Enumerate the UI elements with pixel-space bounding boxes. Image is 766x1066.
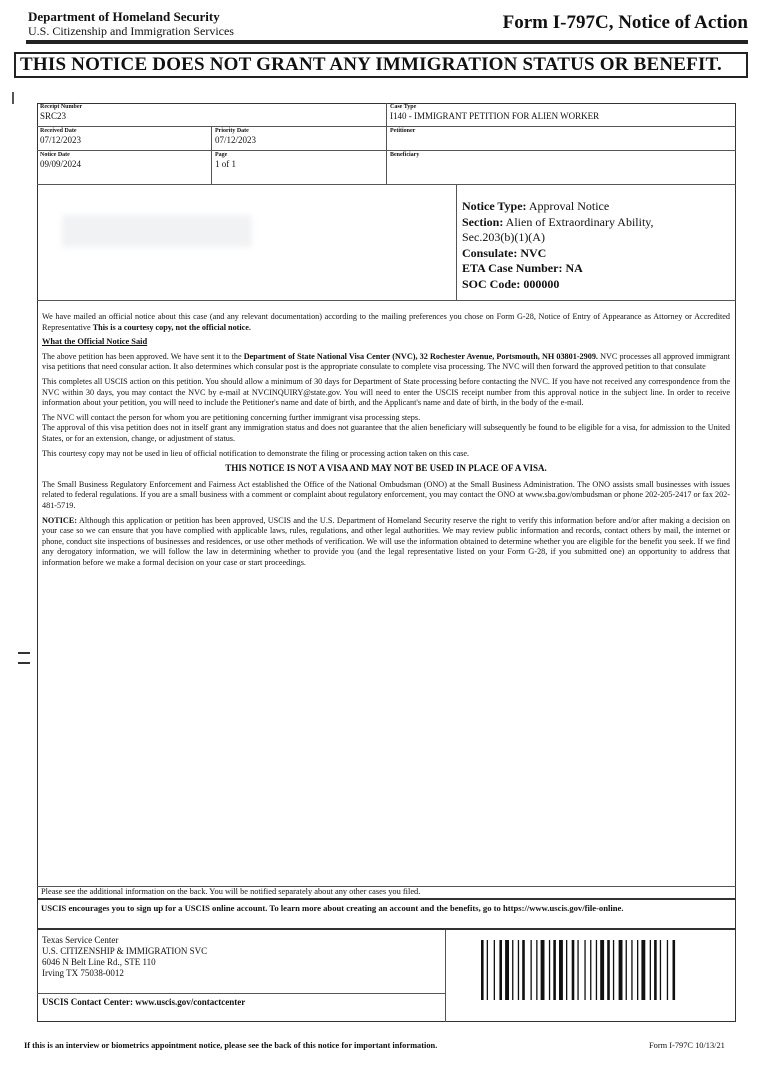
intro-text: We have mailed an official notice about this case (and any relevant documentation) according to the mailing preferences you chose on Form G-28, Notice of Entry of Appearance as Attorney or Accredited Representative: [42, 312, 730, 332]
header-rule: [26, 40, 748, 44]
courtesy-copy-note: This is a courtesy copy, not the official notice.: [92, 322, 251, 332]
status-banner: THIS NOTICE DOES NOT GRANT ANY IMMIGRATION STATUS OR BENEFIT.: [14, 52, 748, 78]
receipt-number-label: Receipt Number: [40, 104, 83, 110]
notice-date-value: 09/09/2024: [40, 159, 82, 169]
ombudsman-paragraph: The Small Business Regulatory Enforcement and Fairness Act established the Office of the National Ombudsman (ONO) at the Small Business Administration. The ONO assists small businesses with issues related to federal regulations. If you are a small business with a comment or complaint about regulatory enforcement, you may contact the ONO at www.sba.gov/ombudsman or phone 202-205-2417 or fax 202-481-5719.: [42, 479, 730, 510]
received-date-value: 07/12/2023: [40, 135, 82, 145]
not-a-visa-notice: THIS NOTICE IS NOT A VISA AND MAY NOT BE USED IN PLACE OF A VISA.: [225, 463, 547, 474]
notice-info: [462, 199, 732, 292]
section-value-2: Sec.203(b)(1)(A): [462, 230, 545, 244]
service-center-address: [42, 935, 207, 979]
nvc-contact-paragraph: [42, 413, 730, 445]
eta-label: ETA Case Number:: [462, 261, 563, 275]
address-line: U.S. CITIZENSHIP & IMMIGRATION SVC: [42, 946, 208, 956]
page-cell: [212, 151, 387, 185]
petitioner-label: Petitioner: [390, 128, 416, 134]
section-line: [462, 215, 732, 231]
online-account-notice: USCIS encourages you to sign up for a USCIS online account. To learn more about creating an account and the benefits, go to https://www.uscis.gov/file-online.: [37, 898, 736, 930]
case-type-value: I140 - IMMIGRANT PETITION FOR ALIEN WORKER: [390, 111, 600, 121]
notice-type-value: Approval Notice: [528, 199, 610, 213]
verification-paragraph: [42, 516, 730, 569]
receipt-number-value: SRC23: [40, 111, 67, 121]
notice-date-cell: [37, 151, 212, 185]
address-line: Irving TX 75038-0012: [42, 968, 124, 978]
approval-text: The above petition has been approved. We have sent it to the: [42, 351, 242, 361]
consulate-label: Consulate:: [462, 245, 518, 260]
footer-divider: [445, 930, 446, 1022]
consulate-value: NVC: [520, 245, 547, 260]
eta-value: NA: [565, 261, 583, 275]
approval-paragraph: [42, 352, 730, 373]
approval-disclaimer: The approval of this visa petition does not in itself grant any immigration status and does not guarantee that the alien beneficiary will subsequently be found to be eligible for a visa, for admission to the United States, or for an extension, change, or adjustment of status.: [42, 423, 730, 443]
section-line-2: [462, 230, 732, 246]
barcode: [481, 940, 698, 1000]
department-name: Department of Homeland Security: [28, 9, 220, 24]
margin-mark: [18, 662, 30, 664]
contact-center: USCIS Contact Center: www.uscis.gov/contactcenter: [42, 997, 246, 1007]
notice-type-label: Notice Type:: [462, 199, 527, 213]
beneficiary-label: Beneficiary: [390, 152, 420, 158]
section-label: Section:: [462, 214, 504, 229]
page-value: 1 of 1: [215, 159, 236, 169]
soc-label: SOC Code:: [462, 276, 521, 291]
receipt-number-cell: [37, 103, 387, 127]
redacted-address: [62, 215, 252, 247]
received-date-cell: [37, 127, 212, 151]
intro-paragraph: [42, 312, 730, 333]
case-type-cell: [387, 103, 736, 127]
page-label: Page: [215, 152, 228, 158]
form-code: Form I-797C 10/13/21: [649, 1041, 725, 1050]
case-type-label: Case Type: [390, 104, 417, 110]
additional-info-line: Please see the additional information on the back. You will be notified separately about any other cases you filed.: [37, 886, 736, 896]
notice-type-line: [462, 199, 732, 215]
form-title: Form I-797C, Notice of Action: [502, 12, 748, 33]
courtesy-paragraph: This courtesy copy may not be used in lieu of official notification to demonstrate the filing or processing action taken on this case.: [42, 448, 470, 458]
section-value: Alien of Extraordinary Ability,: [505, 214, 654, 229]
nvc-contact-text: The NVC will contact the person for whom you are petitioning concerning further immigrant visa processing steps.: [42, 412, 421, 422]
soc-line: [462, 277, 732, 293]
nvc-address: Department of State National Visa Center (NVC), 32 Rochester Avenue, Portsmouth, NH 03801-2909.: [243, 351, 598, 361]
priority-date-value: 07/12/2023: [215, 135, 257, 145]
eta-line: [462, 261, 732, 277]
consulate-line: [462, 246, 732, 262]
notice-label: NOTICE:: [42, 515, 78, 525]
notice-body: [42, 312, 730, 572]
notice-date-label: Notice Date: [40, 152, 70, 158]
beneficiary-cell: [387, 151, 736, 185]
address-divider: [37, 993, 445, 994]
petitioner-cell: [387, 127, 736, 151]
priority-date-cell: [212, 127, 387, 151]
official-notice-heading: What the Official Notice Said: [42, 337, 148, 347]
completion-paragraph: This completes all USCIS action on this petition. You should allow a minimum of 30 days for Department of State processing before contacting the NVC. If you have not received any correspondence from the NVC within 30 days, you may contact the NVC by e-mail at NVCINQUIRY@state.gov. You will need to enter the USCIS receipt number from this approval notice in the subject line. In order to receive information about your petition, you will need to include the Petitioner's name and date of birth, and the Applicant's name and date of birth, in the body of the e-mail.: [42, 376, 730, 408]
priority-date-label: Priority Date: [215, 128, 249, 134]
address-line: 6046 N Belt Line Rd., STE 110: [42, 957, 156, 967]
margin-mark: [18, 652, 30, 654]
verification-text: Although this application or petition has been approved, USCIS and the U.S. Department of Homeland Security reserve the right to verify this information before and/or after making a decision on your case so we can ensure that you have complied with applicable laws, rules, regulations, and other legal authorities. We may review public information and records, contact others by mail, the internet or phone, conduct site inspections of businesses and residences, or use other methods of verification. We will use the information obtained to determine whether you are eligible for the benefit you seek. If we find any derogatory information, we will follow the law in determining whether to provide you (and the legal representative listed on your Form G-28, if you submitted one) an opportunity to address that information before we make a formal decision on your case or start proceedings.: [42, 515, 730, 567]
section-divider: [37, 300, 736, 301]
agency-name: U.S. Citizenship and Immigration Services: [28, 24, 234, 38]
approval-text-2: NVC processes all approved immigrant visa petitions that need consular action. It also determines which consular post is the appropriate consulate to complete visa processing. The NVC will then forward the approved petition to that consulate: [42, 351, 731, 372]
received-date-label: Received Date: [40, 128, 77, 134]
address-line: Texas Service Center: [42, 935, 119, 945]
bottom-note: If this is an interview or biometrics appointment notice, please see the back of this notice for important information.: [24, 1041, 438, 1050]
soc-value: 000000: [523, 276, 560, 291]
margin-mark: [12, 92, 14, 104]
